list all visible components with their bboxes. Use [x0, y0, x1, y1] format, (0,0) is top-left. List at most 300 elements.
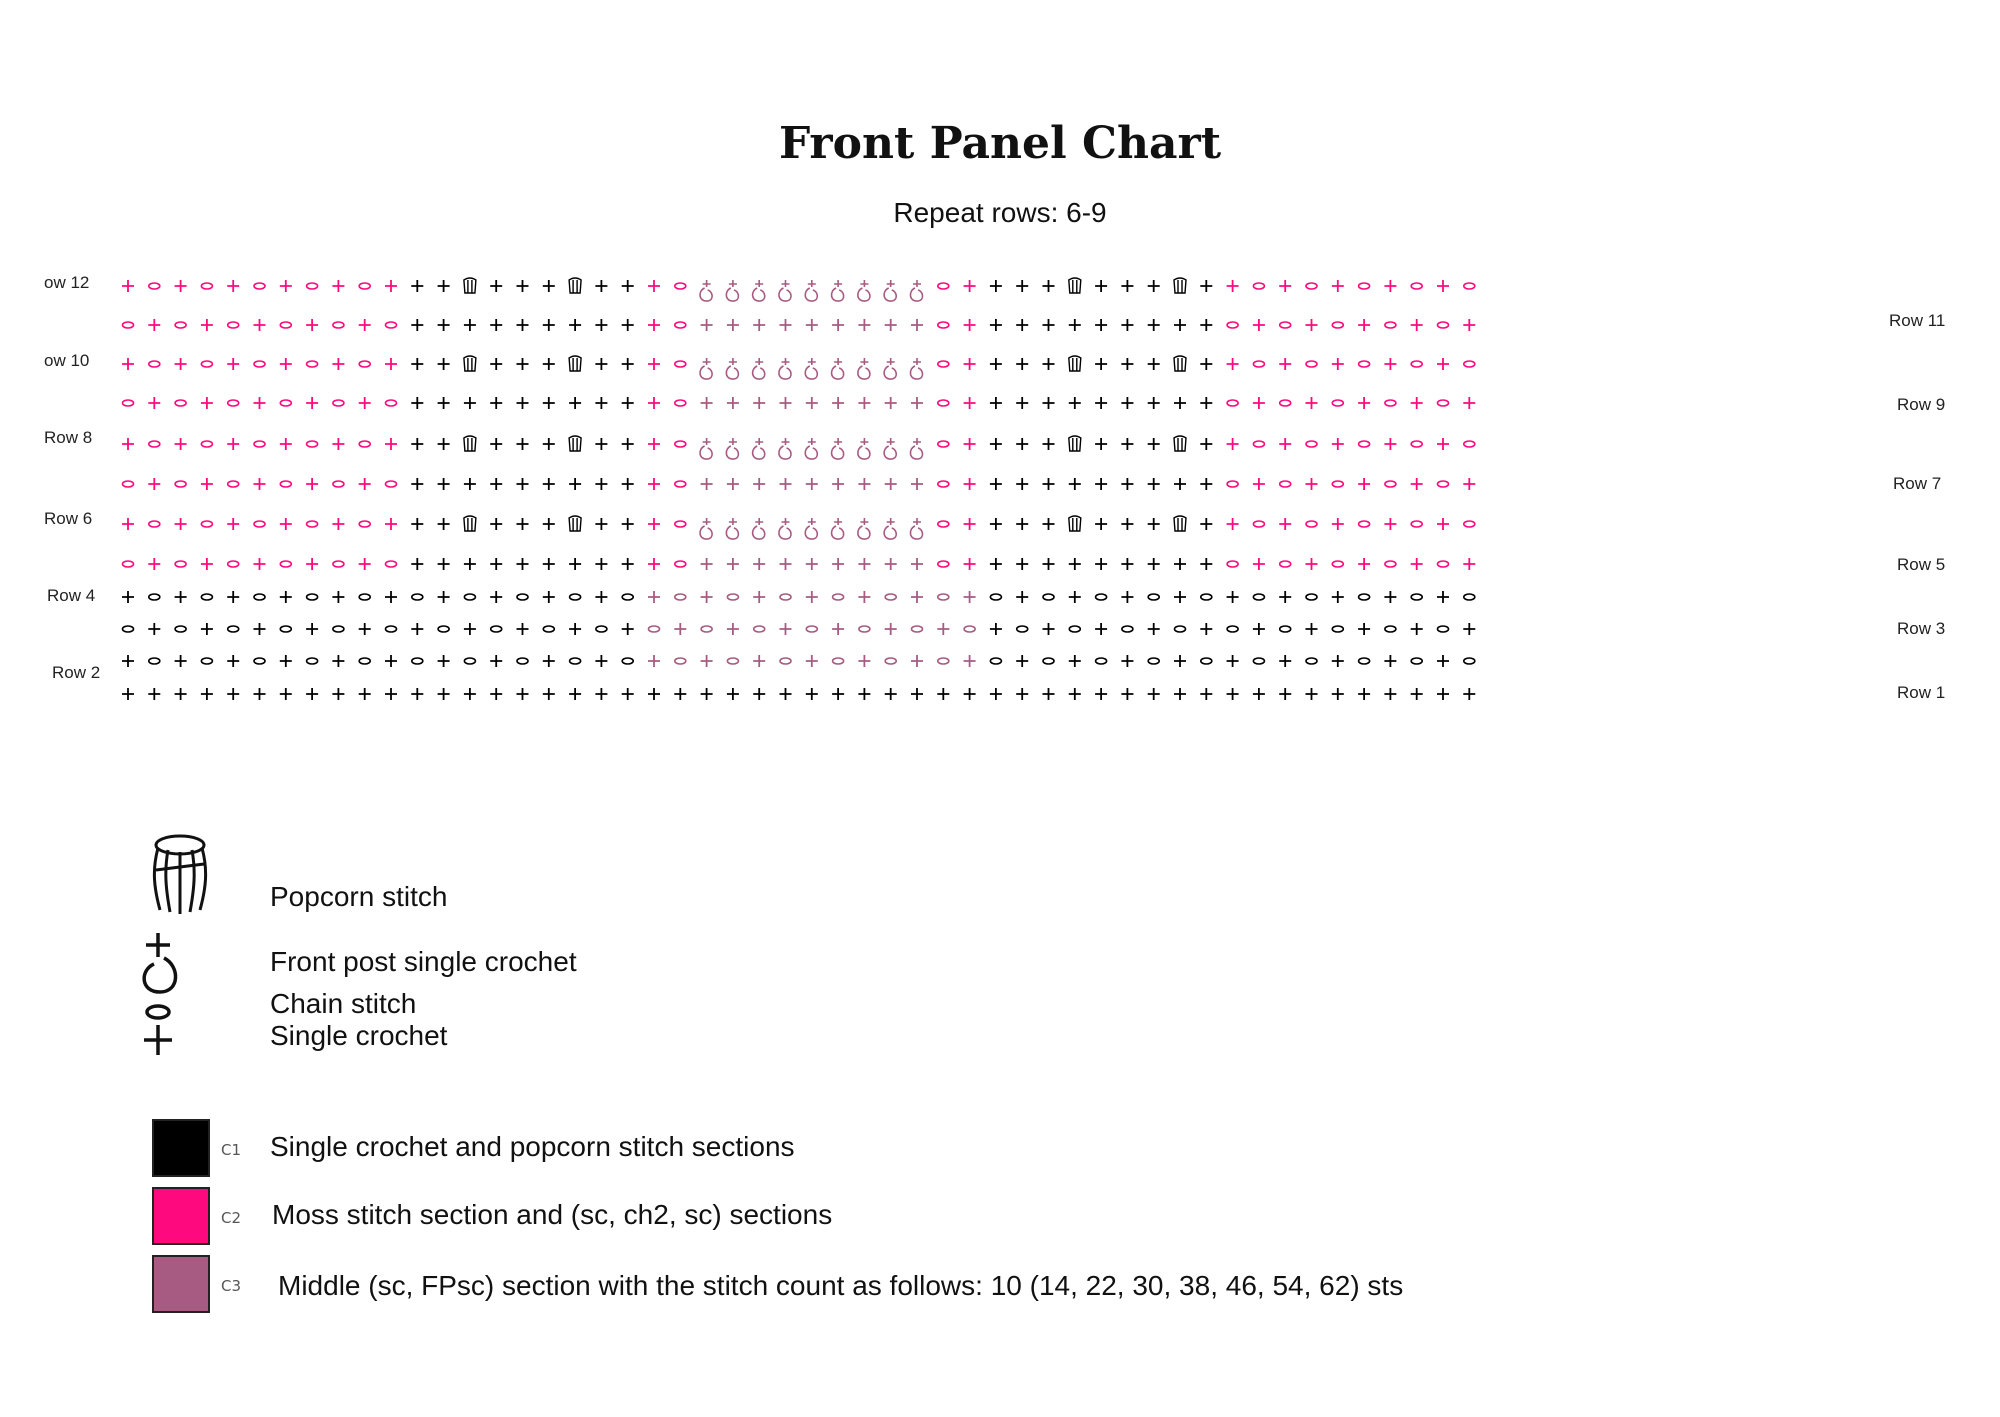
- sc-stitch: [701, 319, 713, 331]
- sc-stitch: [1095, 280, 1107, 292]
- chain-stitch: [1359, 283, 1370, 289]
- chain-stitch: [280, 626, 291, 632]
- chain-stitch: [359, 361, 370, 367]
- legend-fpsc-label: Front post single crochet: [270, 946, 577, 977]
- fpsc-stitch: [700, 280, 712, 301]
- sc-stitch: [1332, 518, 1344, 530]
- sc-stitch: [227, 591, 239, 603]
- sc-stitch: [780, 688, 792, 700]
- sc-stitch: [674, 623, 686, 635]
- sc-stitch: [385, 688, 397, 700]
- chain-stitch: [1253, 361, 1264, 367]
- sc-stitch: [858, 478, 870, 490]
- color-swatch-c2: [152, 1187, 210, 1245]
- chain-stitch: [938, 561, 949, 567]
- front-post-sc-icon: [144, 933, 175, 992]
- sc-stitch: [1279, 280, 1291, 292]
- chain-stitch: [333, 322, 344, 328]
- chain-stitch: [254, 658, 265, 664]
- sc-stitch: [1411, 397, 1423, 409]
- chain-stitch: [1017, 626, 1028, 632]
- sc-stitch: [490, 397, 502, 409]
- chain-stitch: [1253, 521, 1264, 527]
- sc-stitch: [622, 478, 634, 490]
- chain-stitch: [1359, 658, 1370, 664]
- chain-stitch: [307, 521, 318, 527]
- sc-stitch: [543, 478, 555, 490]
- sc-stitch: [517, 558, 529, 570]
- sc-stitch: [727, 319, 739, 331]
- sc-stitch: [622, 438, 634, 450]
- chain-stitch: [1411, 361, 1422, 367]
- fpsc-stitch: [805, 518, 817, 539]
- chain-stitch: [1043, 594, 1054, 600]
- sc-stitch: [701, 478, 713, 490]
- sc-stitch: [1095, 558, 1107, 570]
- chain-stitch: [727, 658, 738, 664]
- sc-stitch: [122, 655, 134, 667]
- sc-stitch: [911, 397, 923, 409]
- sc-stitch: [438, 591, 450, 603]
- row-labels: [44, 273, 1945, 702]
- sc-stitch: [1332, 688, 1344, 700]
- sc-stitch: [385, 438, 397, 450]
- chain-stitch: [1438, 626, 1449, 632]
- sc-stitch: [1463, 478, 1475, 490]
- chain-stitch: [701, 626, 712, 632]
- sc-stitch: [1227, 688, 1239, 700]
- fpsc-stitch: [726, 280, 738, 301]
- chain-stitch: [175, 481, 186, 487]
- sc-stitch: [175, 655, 187, 667]
- sc-stitch: [990, 688, 1002, 700]
- sc-stitch: [411, 623, 423, 635]
- sc-stitch: [648, 591, 660, 603]
- sc-stitch: [543, 688, 555, 700]
- chain-stitch: [254, 594, 265, 600]
- sc-stitch: [1016, 655, 1028, 667]
- sc-stitch: [990, 397, 1002, 409]
- sc-stitch: [622, 558, 634, 570]
- sc-stitch: [1016, 558, 1028, 570]
- sc-stitch: [964, 518, 976, 530]
- chain-stitch: [254, 441, 265, 447]
- sc-stitch: [490, 518, 502, 530]
- chain-stitch: [990, 594, 1001, 600]
- sc-stitch: [964, 655, 976, 667]
- sc-stitch: [385, 655, 397, 667]
- chain-stitch: [675, 322, 686, 328]
- popcorn-stitch: [464, 516, 476, 531]
- fpsc-stitch: [832, 518, 844, 539]
- chain-stitch: [254, 361, 265, 367]
- sc-stitch: [806, 688, 818, 700]
- sc-stitch: [254, 478, 266, 490]
- sc-stitch: [701, 558, 713, 570]
- sc-stitch: [1043, 478, 1055, 490]
- row-label-right: Row 3: [1897, 619, 1946, 638]
- sc-stitch: [438, 397, 450, 409]
- sc-stitch: [832, 397, 844, 409]
- sc-stitch: [727, 623, 739, 635]
- sc-stitch: [595, 397, 607, 409]
- chain-stitch: [780, 658, 791, 664]
- chain-stitch: [149, 658, 160, 664]
- sc-stitch: [332, 358, 344, 370]
- sc-stitch: [1200, 280, 1212, 292]
- row-label-left: ow 10: [44, 351, 90, 370]
- sc-stitch: [1463, 558, 1475, 570]
- sc-stitch: [1121, 518, 1133, 530]
- chain-stitch: [491, 626, 502, 632]
- sc-stitch: [517, 478, 529, 490]
- sc-stitch: [1121, 438, 1133, 450]
- chain-stitch: [675, 361, 686, 367]
- sc-stitch: [543, 358, 555, 370]
- sc-stitch: [464, 478, 476, 490]
- sc-stitch: [1043, 438, 1055, 450]
- sc-stitch: [832, 478, 844, 490]
- sc-stitch: [648, 558, 660, 570]
- sc-stitch: [306, 397, 318, 409]
- sc-stitch: [964, 358, 976, 370]
- chain-stitch: [1411, 521, 1422, 527]
- sc-stitch: [332, 688, 344, 700]
- chain-stitch: [280, 400, 291, 406]
- sc-stitch: [332, 518, 344, 530]
- sc-stitch: [806, 655, 818, 667]
- fpsc-stitch: [858, 518, 870, 539]
- sc-stitch: [1095, 358, 1107, 370]
- sc-stitch: [1463, 319, 1475, 331]
- sc-stitch: [990, 438, 1002, 450]
- chain-stitch: [359, 283, 370, 289]
- sc-stitch: [885, 623, 897, 635]
- sc-stitch: [1200, 397, 1212, 409]
- sc-stitch: [753, 655, 765, 667]
- chain-stitch: [543, 626, 554, 632]
- chain-stitch: [201, 521, 212, 527]
- sc-stitch: [438, 688, 450, 700]
- chain-stitch: [1385, 626, 1396, 632]
- sc-stitch: [1279, 688, 1291, 700]
- sc-stitch: [832, 558, 844, 570]
- chain-stitch: [1306, 283, 1317, 289]
- legend-symbols: [140, 830, 220, 1060]
- sc-stitch: [964, 280, 976, 292]
- chain-stitch: [201, 594, 212, 600]
- sc-stitch: [490, 438, 502, 450]
- sc-stitch: [674, 688, 686, 700]
- chain-stitch: [517, 658, 528, 664]
- sc-stitch: [1174, 591, 1186, 603]
- sc-stitch: [306, 558, 318, 570]
- sc-stitch: [990, 558, 1002, 570]
- page-title: Front Panel Chart: [778, 118, 1222, 169]
- sc-stitch: [175, 280, 187, 292]
- popcorn-stitch: [1174, 356, 1186, 371]
- sc-stitch: [1095, 438, 1107, 450]
- fpsc-stitch: [858, 280, 870, 301]
- sc-stitch: [1069, 688, 1081, 700]
- sc-stitch: [1437, 688, 1449, 700]
- sc-stitch: [1200, 478, 1212, 490]
- sc-stitch: [1437, 438, 1449, 450]
- sc-stitch: [1463, 688, 1475, 700]
- chain-stitch: [464, 658, 475, 664]
- sc-stitch: [990, 518, 1002, 530]
- stitch-grid: [122, 278, 1475, 700]
- chain-stitch: [1438, 481, 1449, 487]
- chain-stitch: [1438, 400, 1449, 406]
- sc-stitch: [464, 558, 476, 570]
- row-label-left: Row 2: [52, 663, 101, 682]
- chain-stitch: [780, 594, 791, 600]
- sc-stitch: [990, 478, 1002, 490]
- sc-stitch: [1148, 558, 1160, 570]
- sc-stitch: [937, 688, 949, 700]
- sc-stitch: [122, 280, 134, 292]
- color-code-c2: C2: [221, 1209, 242, 1227]
- chain-stitch: [859, 626, 870, 632]
- chain-stitch: [228, 626, 239, 632]
- sc-stitch: [622, 518, 634, 530]
- sc-stitch: [964, 319, 976, 331]
- chain-stitch: [938, 400, 949, 406]
- sc-stitch: [1463, 623, 1475, 635]
- sc-stitch: [1227, 280, 1239, 292]
- sc-stitch: [175, 518, 187, 530]
- sc-stitch: [569, 319, 581, 331]
- sc-stitch: [1148, 358, 1160, 370]
- chain-stitch: [386, 626, 397, 632]
- sc-stitch: [306, 623, 318, 635]
- chain-stitch: [1464, 658, 1475, 664]
- sc-stitch: [148, 558, 160, 570]
- chain-stitch: [280, 322, 291, 328]
- sc-stitch: [254, 623, 266, 635]
- sc-stitch: [648, 319, 660, 331]
- chain-stitch: [175, 626, 186, 632]
- fpsc-stitch: [910, 280, 922, 301]
- sc-stitch: [990, 358, 1002, 370]
- sc-stitch: [1358, 319, 1370, 331]
- chain-stitch: [1201, 658, 1212, 664]
- chain-stitch: [1385, 322, 1396, 328]
- chain-stitch: [149, 521, 160, 527]
- sc-stitch: [780, 397, 792, 409]
- sc-stitch: [569, 688, 581, 700]
- sc-stitch: [806, 591, 818, 603]
- sc-stitch: [622, 280, 634, 292]
- sc-stitch: [280, 280, 292, 292]
- chain-stitch: [912, 626, 923, 632]
- chain-stitch: [1411, 594, 1422, 600]
- sc-stitch: [701, 397, 713, 409]
- sc-stitch: [1069, 478, 1081, 490]
- fpsc-stitch: [884, 358, 896, 379]
- chain-stitch: [1359, 361, 1370, 367]
- sc-stitch: [411, 438, 423, 450]
- sc-stitch: [622, 688, 634, 700]
- sc-stitch: [490, 478, 502, 490]
- chain-stitch: [1438, 322, 1449, 328]
- sc-stitch: [1306, 623, 1318, 635]
- sc-stitch: [753, 558, 765, 570]
- sc-stitch: [832, 623, 844, 635]
- sc-stitch: [753, 688, 765, 700]
- sc-stitch: [1306, 558, 1318, 570]
- sc-stitch: [753, 478, 765, 490]
- chain-stitch: [990, 658, 1001, 664]
- sc-stitch: [595, 591, 607, 603]
- chain-stitch: [175, 322, 186, 328]
- sc-stitch: [832, 688, 844, 700]
- sc-stitch: [885, 478, 897, 490]
- sc-stitch: [885, 558, 897, 570]
- sc-stitch: [201, 478, 213, 490]
- chain-stitch: [307, 283, 318, 289]
- sc-stitch: [1016, 438, 1028, 450]
- popcorn-stitch: [1069, 436, 1081, 451]
- chain-stitch: [938, 594, 949, 600]
- sc-stitch: [1384, 688, 1396, 700]
- sc-stitch: [595, 558, 607, 570]
- sc-stitch: [517, 397, 529, 409]
- fpsc-stitch: [779, 518, 791, 539]
- sc-stitch: [1121, 397, 1133, 409]
- sc-stitch: [1279, 438, 1291, 450]
- chain-stitch: [517, 594, 528, 600]
- chain-stitch: [228, 400, 239, 406]
- sc-stitch: [332, 655, 344, 667]
- sc-stitch: [1016, 397, 1028, 409]
- sc-stitch: [1148, 438, 1160, 450]
- sc-stitch: [490, 280, 502, 292]
- sc-stitch: [858, 319, 870, 331]
- sc-stitch: [1332, 280, 1344, 292]
- sc-stitch: [964, 558, 976, 570]
- sc-stitch: [1069, 319, 1081, 331]
- fpsc-stitch: [753, 518, 765, 539]
- sc-stitch: [306, 319, 318, 331]
- sc-stitch: [385, 280, 397, 292]
- sc-stitch: [595, 438, 607, 450]
- chain-stitch: [1227, 561, 1238, 567]
- fpsc-stitch: [884, 518, 896, 539]
- sc-stitch: [595, 655, 607, 667]
- sc-stitch: [122, 438, 134, 450]
- sc-stitch: [1174, 655, 1186, 667]
- chain-stitch: [938, 658, 949, 664]
- sc-stitch: [122, 518, 134, 530]
- sc-stitch: [175, 591, 187, 603]
- sc-stitch: [1148, 518, 1160, 530]
- chain-stitch: [1438, 561, 1449, 567]
- popcorn-stitch: [569, 356, 581, 371]
- sc-stitch: [464, 397, 476, 409]
- sc-stitch: [595, 358, 607, 370]
- sc-stitch: [1384, 591, 1396, 603]
- chain-stitch: [675, 521, 686, 527]
- sc-stitch: [622, 319, 634, 331]
- sc-stitch: [1227, 438, 1239, 450]
- sc-stitch: [411, 397, 423, 409]
- sc-stitch: [1253, 319, 1265, 331]
- sc-stitch: [858, 397, 870, 409]
- sc-stitch: [1016, 688, 1028, 700]
- sc-stitch: [648, 397, 660, 409]
- sc-stitch: [911, 591, 923, 603]
- row-label-right: Row 7: [1893, 474, 1942, 493]
- sc-stitch: [595, 280, 607, 292]
- sc-stitch: [1016, 280, 1028, 292]
- sc-stitch: [1306, 688, 1318, 700]
- sc-stitch: [701, 688, 713, 700]
- fpsc-stitch: [805, 358, 817, 379]
- sc-stitch: [1043, 358, 1055, 370]
- popcorn-stitch: [1174, 516, 1186, 531]
- sc-stitch: [1358, 397, 1370, 409]
- chain-stitch: [964, 626, 975, 632]
- popcorn-stitch: [464, 436, 476, 451]
- chain-stitch: [280, 561, 291, 567]
- sc-stitch: [490, 358, 502, 370]
- fpsc-stitch: [858, 438, 870, 459]
- sc-stitch: [1358, 558, 1370, 570]
- sc-stitch: [806, 319, 818, 331]
- popcorn-stitch-icon: [154, 836, 205, 914]
- sc-stitch: [1253, 558, 1265, 570]
- sc-stitch: [517, 518, 529, 530]
- sc-stitch: [1463, 397, 1475, 409]
- sc-stitch: [1095, 518, 1107, 530]
- sc-stitch: [438, 655, 450, 667]
- sc-stitch: [1279, 655, 1291, 667]
- sc-stitch: [569, 623, 581, 635]
- chain-stitch: [1069, 626, 1080, 632]
- chain-stitch: [201, 658, 212, 664]
- chain-stitch: [307, 658, 318, 664]
- chain-stitch: [359, 521, 370, 527]
- sc-stitch: [1069, 397, 1081, 409]
- sc-stitch: [753, 591, 765, 603]
- sc-stitch: [1306, 397, 1318, 409]
- chain-stitch: [1280, 481, 1291, 487]
- sc-stitch: [832, 319, 844, 331]
- sc-stitch: [438, 558, 450, 570]
- chain-stitch: [149, 283, 160, 289]
- sc-stitch: [148, 319, 160, 331]
- chain-stitch: [123, 561, 134, 567]
- sc-stitch: [1437, 655, 1449, 667]
- sc-stitch: [1332, 591, 1344, 603]
- chain-stitch: [885, 658, 896, 664]
- sc-stitch: [990, 623, 1002, 635]
- sc-stitch: [648, 518, 660, 530]
- chain-stitch: [1464, 441, 1475, 447]
- sc-stitch: [1384, 518, 1396, 530]
- sc-stitch: [411, 518, 423, 530]
- sc-stitch: [175, 358, 187, 370]
- fpsc-stitch: [700, 358, 712, 379]
- fpsc-stitch: [726, 438, 738, 459]
- sc-stitch: [701, 591, 713, 603]
- sc-stitch: [1200, 688, 1212, 700]
- sc-stitch: [1306, 319, 1318, 331]
- sc-stitch: [464, 688, 476, 700]
- legend-chain-label: Chain stitch: [270, 988, 417, 1019]
